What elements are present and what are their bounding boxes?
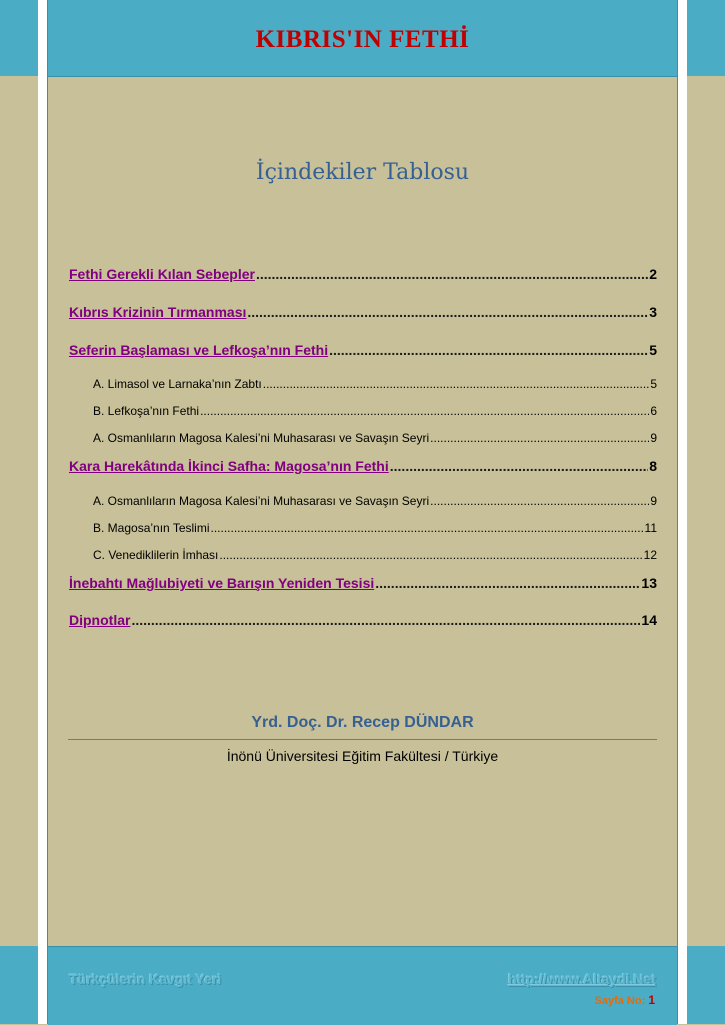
toc-heading: İçindekiler Tablosu xyxy=(255,160,470,185)
toc-entry-label[interactable]: Seferin Başlaması ve Lefkoşa’nın Fethi xyxy=(69,342,329,358)
toc-entry-label[interactable]: C. Venediklilerin İmhası xyxy=(93,548,219,562)
toc-entry-page: 12 xyxy=(643,548,657,562)
toc-leader-dots xyxy=(211,521,644,535)
page-footer xyxy=(48,946,677,1025)
footer-site-name: Türkçülerin Kavgıt Yeri xyxy=(69,971,222,987)
toc-entry-page: 5 xyxy=(649,342,657,358)
toc-subentry[interactable] xyxy=(69,521,657,535)
left-gutter xyxy=(38,0,47,1024)
toc-entry[interactable] xyxy=(69,612,657,628)
toc-entry[interactable] xyxy=(69,575,657,591)
toc-subentry[interactable] xyxy=(69,377,657,391)
page-number-label: Sayfa No: xyxy=(594,995,646,1007)
author-affiliation: İnönü Üniversitesi Eğitim Fakültesi / Türkiye xyxy=(226,748,499,764)
toc-subentry[interactable] xyxy=(69,431,657,445)
footer-link[interactable]: http://www.Altaydi.Net xyxy=(507,971,656,987)
toc-entry[interactable] xyxy=(69,266,657,282)
toc-subentry[interactable] xyxy=(69,404,657,418)
toc-entry-page: 14 xyxy=(641,612,657,628)
toc-entry-label[interactable]: Kıbrıs Krizinin Tırmanması xyxy=(69,304,247,320)
page-number-value: 1 xyxy=(648,993,655,1007)
left-margin-strip xyxy=(0,0,38,1024)
toc-leader-dots xyxy=(247,304,648,320)
toc-entry-page: 5 xyxy=(650,377,657,391)
page-header xyxy=(48,0,677,77)
toc-entry[interactable] xyxy=(69,458,657,474)
toc-entry-page: 9 xyxy=(650,494,657,508)
author-name: Yrd. Doç. Dr. Recep DÜNDAR xyxy=(251,714,474,731)
toc-entry-label[interactable]: B. Magosa’nın Teslimi xyxy=(93,521,210,535)
toc-leader-dots xyxy=(256,266,648,282)
toc-leader-dots xyxy=(329,342,648,358)
toc-leader-dots xyxy=(263,377,650,391)
toc-entry-page: 13 xyxy=(641,575,657,591)
toc-leader-dots xyxy=(375,575,640,591)
toc-leader-dots xyxy=(430,494,649,508)
toc-entry-page: 8 xyxy=(649,458,657,474)
document-page xyxy=(47,0,678,1024)
toc-entry-label[interactable]: Kara Harekâtında İkinci Safha: Magosa’nın Fethi xyxy=(69,458,389,474)
toc-leader-dots xyxy=(200,404,649,418)
left-band-bottom xyxy=(0,946,38,1024)
toc-entry-page: 2 xyxy=(649,266,657,282)
toc-entry[interactable] xyxy=(69,342,657,358)
toc-leader-dots xyxy=(430,431,649,445)
right-band-bottom xyxy=(687,946,725,1024)
left-band-top xyxy=(0,0,38,76)
toc-entry-page: 6 xyxy=(650,404,657,418)
toc-entry-page: 3 xyxy=(649,304,657,320)
toc-leader-dots xyxy=(131,612,640,628)
toc-entry-label[interactable]: A. Osmanlıların Magosa Kalesi’ni Muhasarası ve Savaşın Seyri xyxy=(93,431,430,445)
toc-entry[interactable] xyxy=(69,304,657,320)
toc-entry-label[interactable]: İnebahtı Mağlubiyeti ve Barışın Yeniden Tesisi xyxy=(69,575,375,591)
toc-leader-dots xyxy=(219,548,642,562)
page-number xyxy=(595,993,656,1007)
right-band-top xyxy=(687,0,725,76)
right-margin-strip xyxy=(687,0,725,1024)
toc-entry-page: 11 xyxy=(644,521,657,535)
toc-entry-label[interactable]: A. Limasol ve Larnaka’nın Zabtı xyxy=(93,377,262,391)
document-title: KIBRIS'IN FETHİ xyxy=(255,26,470,53)
toc-entry-label[interactable]: Dipnotlar xyxy=(69,612,131,628)
author-divider xyxy=(68,739,657,740)
toc-entry-label[interactable]: Fethi Gerekli Kılan Sebepler xyxy=(69,266,255,282)
right-gutter xyxy=(678,0,687,1024)
toc-entry-page: 9 xyxy=(650,431,657,445)
toc-subentry[interactable] xyxy=(69,548,657,562)
toc-subentry[interactable] xyxy=(69,494,657,508)
toc-entry-label[interactable]: B. Lefkoşa’nın Fethi xyxy=(93,404,200,418)
toc-entry-label[interactable]: A. Osmanlıların Magosa Kalesi’ni Muhasarası ve Savaşın Seyri xyxy=(93,494,430,508)
toc-leader-dots xyxy=(390,458,648,474)
